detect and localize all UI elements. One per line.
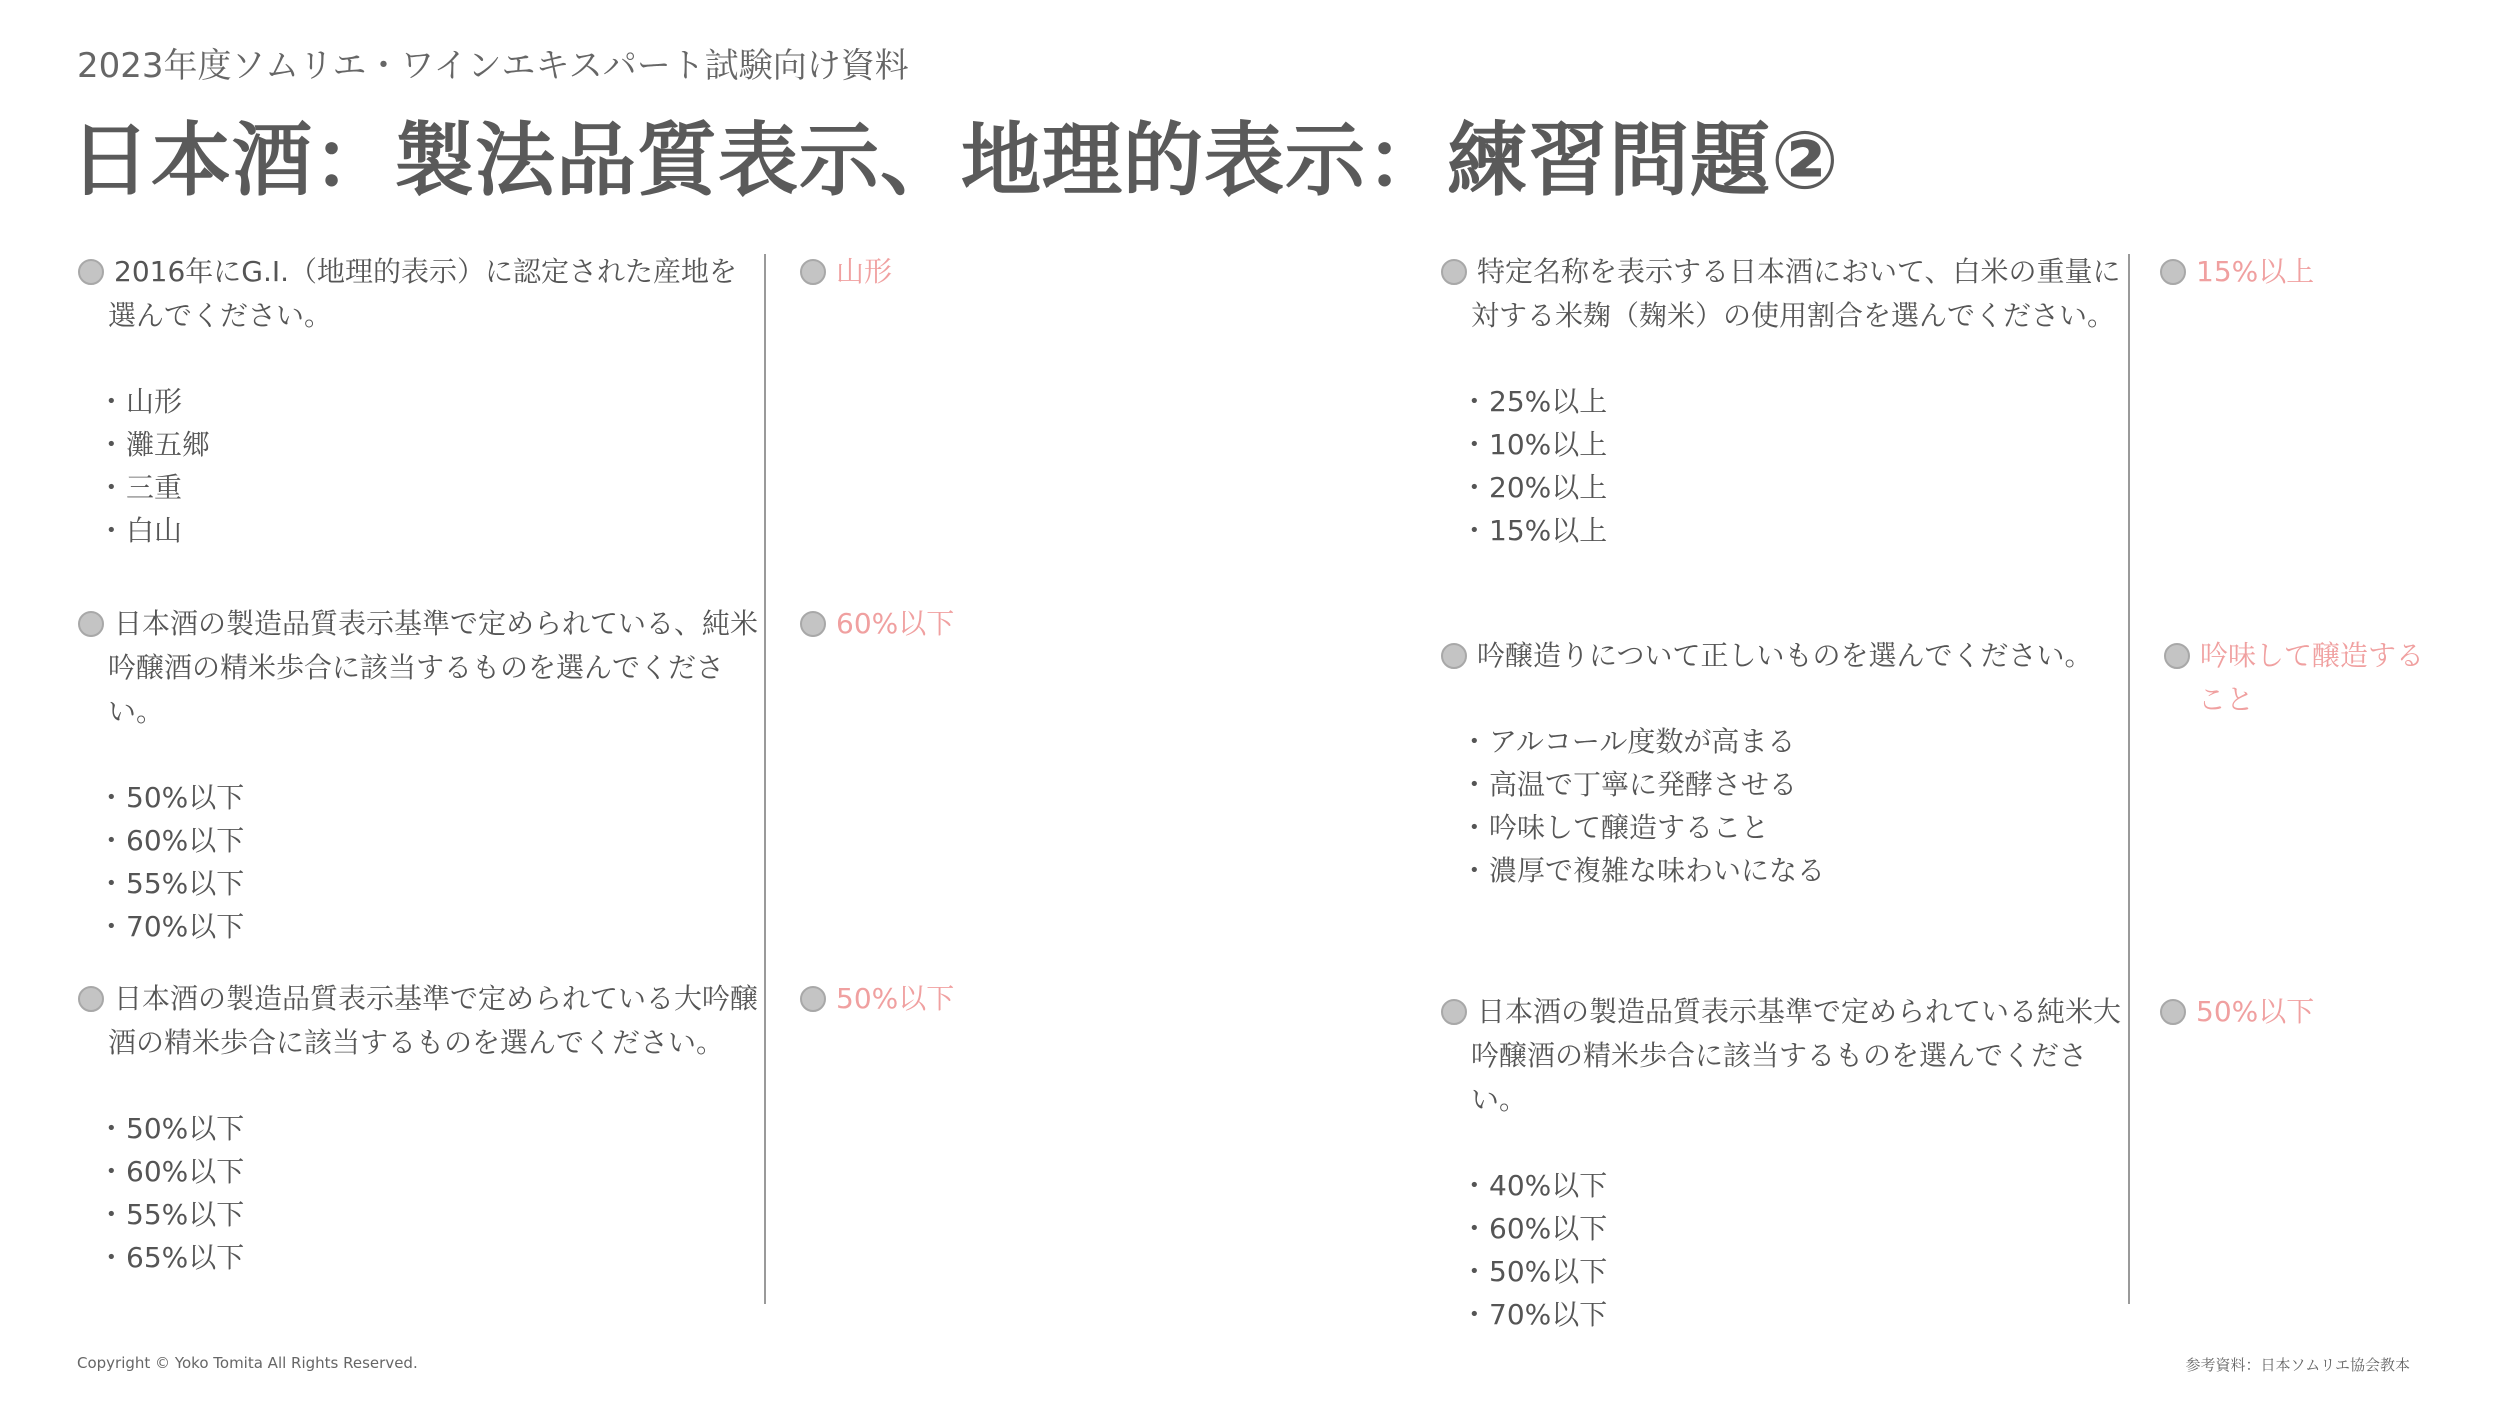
option-list: [1441, 720, 2121, 892]
column-divider-right: [2128, 254, 2130, 1304]
bullet-circle-icon: [2160, 259, 2186, 285]
question-text: 2016年にG.I.（地理的表示）に認定された産地を選んでください。: [108, 255, 738, 332]
bullet-circle-icon: [78, 611, 104, 637]
list-item: • 山形: [78, 380, 758, 423]
answer-text: 50%以下: [836, 982, 955, 1015]
slide-title: 日本酒：製法品質表示、地理的表示：練習問題②: [70, 114, 1840, 207]
list-item: • 吟味して醸造すること: [1441, 806, 2121, 849]
question-text: 日本酒の製造品質表示基準で定められている大吟醸酒の精米歩合に該当するものを選んでください。: [108, 982, 759, 1059]
option-list: [78, 776, 758, 948]
list-item: • 高温で丁寧に発酵させる: [1441, 763, 2121, 806]
list-item: • 20%以上: [1441, 466, 2121, 509]
list-item: • 灘五郷: [78, 423, 758, 466]
bullet-circle-icon: [800, 611, 826, 637]
list-item: • 10%以上: [1441, 423, 2121, 466]
answer-1: [800, 250, 1084, 294]
list-item: • 15%以上: [1441, 509, 2121, 552]
list-item: • 40%以下: [1441, 1164, 2121, 1207]
bullet-circle-icon: [2164, 643, 2190, 669]
bullet-circle-icon: [78, 259, 104, 285]
answer-text: 15%以上: [2196, 255, 2315, 288]
answer-4: [2160, 250, 2444, 294]
bullet-circle-icon: [2160, 999, 2186, 1025]
question-text: 吟醸造りについて正しいものを選んでください。: [1477, 639, 2093, 672]
option-list: [78, 380, 758, 552]
bullet-circle-icon: [78, 986, 104, 1012]
answer-text: 50%以下: [2196, 995, 2315, 1028]
list-item: • 50%以下: [78, 776, 758, 819]
question-5: [1441, 634, 2121, 892]
bullet-circle-icon: [1441, 999, 1467, 1025]
list-item: • 濃厚で複雑な味わいになる: [1441, 849, 2121, 892]
question-text: 日本酒の製造品質表示基準で定められている、純米吟醸酒の精米歩合に該当するものを選んでください。: [108, 607, 759, 728]
option-list: [1441, 1164, 2121, 1336]
option-list: [1441, 380, 2121, 552]
slide-subtitle: 2023年度ソムリエ・ワインエキスパート試験向け資料: [77, 46, 909, 86]
list-item: • 55%以下: [78, 862, 758, 905]
list-item: • 三重: [78, 466, 758, 509]
list-item: • 70%以下: [78, 905, 758, 948]
bullet-circle-icon: [1441, 643, 1467, 669]
bullet-circle-icon: [800, 259, 826, 285]
list-item: • 65%以下: [78, 1236, 758, 1279]
list-item: • 50%以下: [78, 1107, 758, 1150]
question-2: [78, 602, 758, 948]
list-item: • 25%以上: [1441, 380, 2121, 423]
list-item: • 70%以下: [1441, 1293, 2121, 1336]
list-item: • 60%以下: [78, 819, 758, 862]
copyright: Copyright © Yoko Tomita All Rights Reserved.: [77, 1354, 418, 1372]
answer-text: 60%以下: [836, 607, 955, 640]
reference-note: 参考資料：日本ソムリエ協会教本: [2185, 1356, 2410, 1374]
list-item: • 白山: [78, 509, 758, 552]
question-3: [78, 977, 758, 1279]
list-item: • 60%以下: [1441, 1207, 2121, 1250]
answer-6: [2160, 990, 2444, 1034]
answer-5: [2164, 634, 2448, 722]
answer-text: 山形: [836, 255, 893, 288]
answer-3: [800, 977, 1084, 1021]
question-6: [1441, 990, 2121, 1336]
answer-2: [800, 602, 1084, 646]
question-4: [1441, 250, 2121, 552]
list-item: • 60%以下: [78, 1150, 758, 1193]
question-text: 日本酒の製造品質表示基準で定められている純米大吟醸酒の精米歩合に該当するものを選んでください。: [1471, 995, 2122, 1116]
bullet-circle-icon: [800, 986, 826, 1012]
answer-text: 吟味して醸造すること: [2198, 639, 2425, 716]
bullet-circle-icon: [1441, 259, 1467, 285]
list-item: • アルコール度数が高まる: [1441, 720, 2121, 763]
option-list: [78, 1107, 758, 1279]
list-item: • 55%以下: [78, 1193, 758, 1236]
column-divider-left: [764, 254, 766, 1304]
question-text: 特定名称を表示する日本酒において、白米の重量に対する米麹（麹米）の使用割合を選んでください。: [1471, 255, 2121, 332]
list-item: • 50%以下: [1441, 1250, 2121, 1293]
question-1: [78, 250, 758, 552]
